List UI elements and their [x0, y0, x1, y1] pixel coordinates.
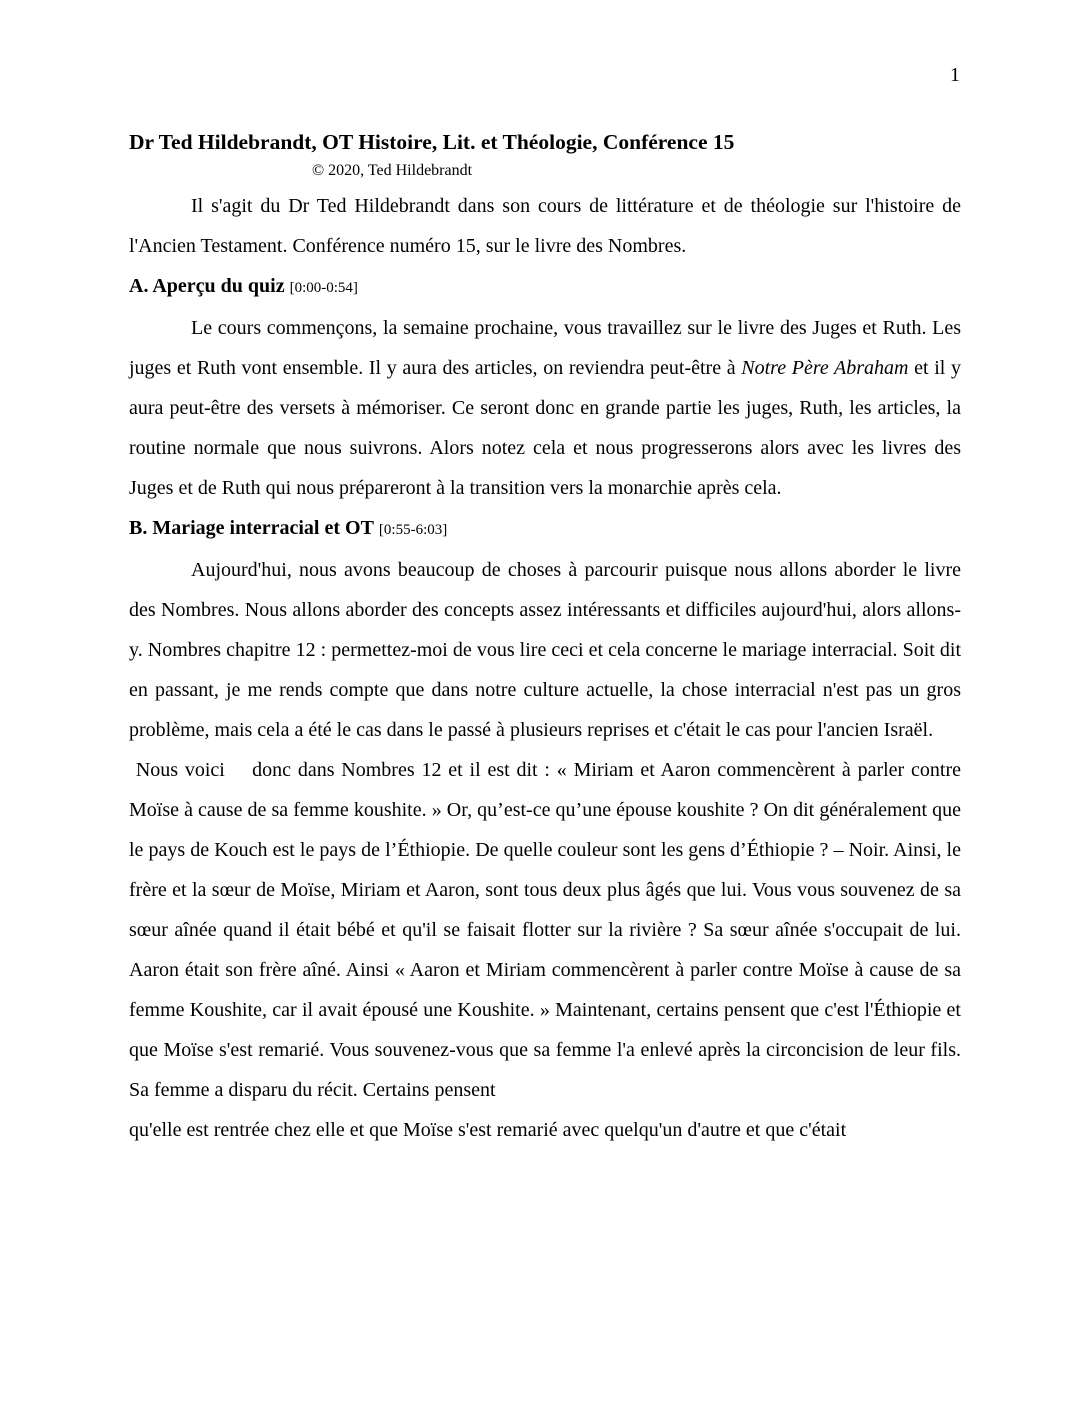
section-a-heading — [129, 266, 961, 308]
section-b-timestamp: [0:55-6:03] — [378, 522, 448, 538]
document-body — [129, 126, 966, 1150]
section-b-heading-label: B. Mariage interracial et OT — [129, 517, 374, 539]
section-a-text-before: Le cours commençons, la semaine prochaine, vous travaillez sur le livre des Juges et Ruth. Les juges et Ruth vont ensemble. Il y aura des articles, on reviendra peut-être à — [129, 317, 961, 379]
copyright-line: © 2020, Ted Hildebrandt — [312, 162, 473, 179]
page-number: 1 — [950, 64, 960, 86]
section-a-text-after: et il y aura peut-être des versets à mémoriser. Ce seront donc en grande partie les juges, Ruth, les articles, la routine normale que nous suivrons. Alors notez cela et nous progresserons alors avec les livres des Juges et de Ruth qui nous prépareront à la transition vers la monarchie après cela. — [129, 357, 961, 499]
section-b-heading — [129, 508, 961, 550]
section-a-timestamp: [0:00-0:54] — [289, 280, 358, 296]
document-title: Dr Ted Hildebrandt, OT Histoire, Lit. et Théologie, Conférence 15 — [129, 130, 735, 154]
section-a-heading-label: A. Aperçu du quiz — [129, 275, 285, 297]
section-a-paragraph — [129, 308, 961, 508]
book-title-italic: Notre Père Abraham — [741, 357, 909, 379]
section-b-paragraph-2: Nous voici donc dans Nombres 12 et il est dit : « Miriam et Aaron commencèrent à parler contre Moïse à cause de sa femme koushite. » Or, qu’est-ce qu’une épouse koushite ? On dit généralement que le pays de Kouch est le pays de l’Éthiopie. De quelle couleur sont les gens d’Éthiopie ? – Noir. Ainsi, le frère et la sœur de Moïse, Miriam et Aaron, sont tous deux plus âgés que lui. Vous vous souvenez de sa sœur aînée quand il était bébé et qu'il se faisait flotter sur la rivière ? Sa sœur aînée s'occupait de lui. Aaron était son frère aîné. Ainsi « Aaron et Miriam commencèrent à parler contre Moïse à cause de sa femme Koushite, car il avait épousé une Koushite. » Maintenant, certains pensent que c'est l'Éthiopie et que Moïse s'est remarié. Vous souvenez-vous que sa femme l'a enlevé après la circoncision de leur fils. Sa femme a disparu du récit. Certains pensent — [129, 759, 966, 1101]
section-b-paragraph-1: Aujourd'hui, nous avons beaucoup de choses à parcourir puisque nous allons aborder le livre des Nombres. Nous allons aborder des concepts assez intéressants et difficiles aujourd'hui, alors allons-y. Nombres chapitre 12 : permettez-moi de vous lire ceci et cela concerne le mariage interracial. Soit dit en passant, je me rends compte que dans notre culture actuelle, la chose interracial n'est pas un gros problème, mais cela a été le cas dans le passé à plusieurs reprises et c'était le cas pour l'ancien Israël. — [129, 559, 961, 741]
intro-paragraph: Il s'agit du Dr Ted Hildebrandt dans son cours de littérature et de théologie sur l'histoire de l'Ancien Testament. Conférence numéro 15, sur le livre des Nombres. — [129, 195, 961, 257]
section-b-last-line: qu'elle est rentrée chez elle et que Moïse s'est remarié avec quelqu'un d'autre et que c'était — [129, 1119, 847, 1141]
